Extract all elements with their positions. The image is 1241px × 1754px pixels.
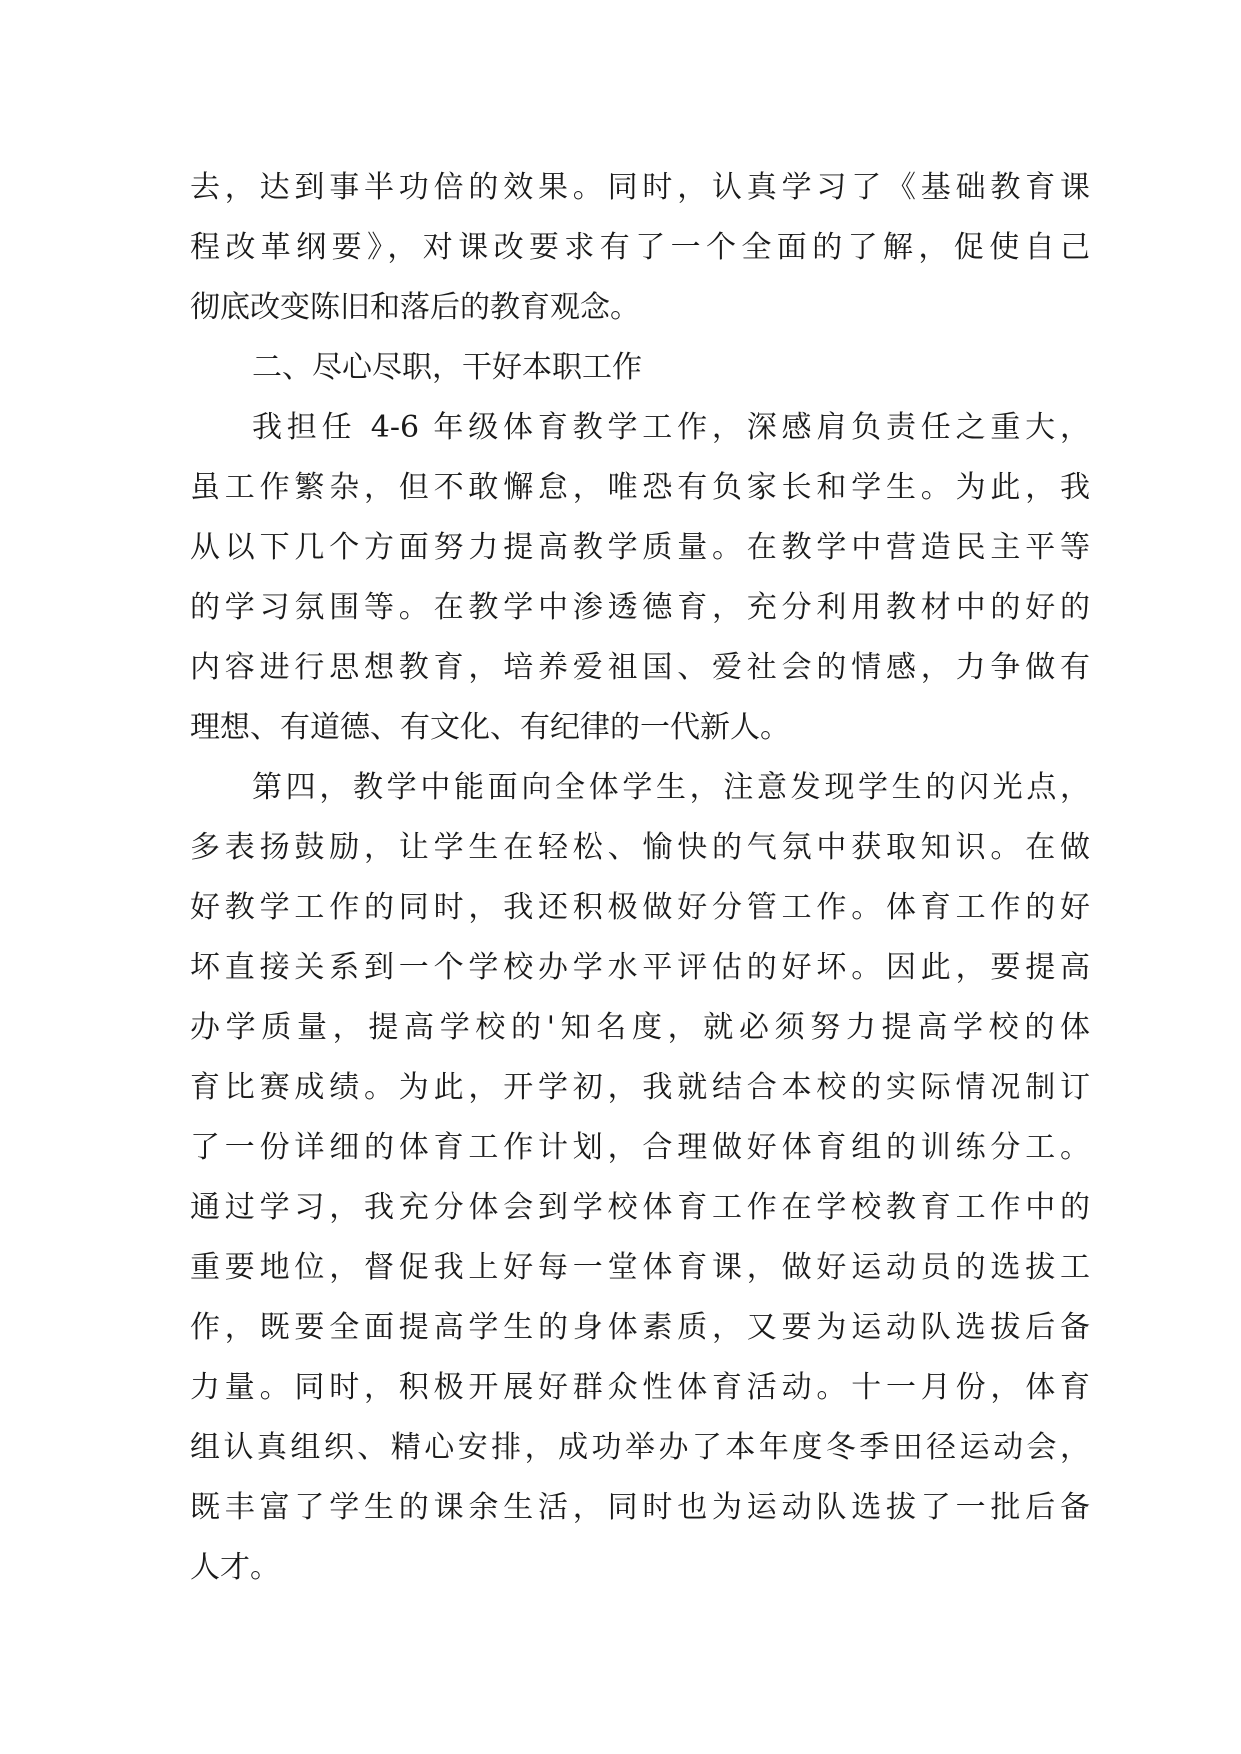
text-line: 坏直接关系到一个学校办学水平评估的好坏。因此，要提高 <box>190 950 1090 985</box>
text-line: 育比赛成绩。为此，开学初，我就结合本校的实际情况制订 <box>190 1070 1090 1105</box>
text-line: 虽工作繁杂，但不敢懈怠，唯恐有负家长和学生。为此，我 <box>190 470 1090 505</box>
section-heading: 二、尽心尽职，干好本职工作 <box>252 350 642 385</box>
text-line: 人才。 <box>190 1550 280 1585</box>
text-line: 既丰富了学生的课余生活，同时也为运动队选拔了一批后备 <box>190 1490 1090 1525</box>
text-line: 作，既要全面提高学生的身体素质，又要为运动队选拔后备 <box>190 1310 1090 1345</box>
text-line: 我担任 4-6 年级体育教学工作，深感肩负责任之重大， <box>252 410 1090 445</box>
text-line: 的学习氛围等。在教学中渗透德育，充分利用教材中的好的 <box>190 590 1090 625</box>
text-line: 了一份详细的体育工作计划，合理做好体育组的训练分工。 <box>190 1130 1090 1165</box>
text-line: 第四，教学中能面向全体学生，注意发现学生的闪光点， <box>252 770 1090 805</box>
text-line: 通过学习，我充分体会到学校体育工作在学校教育工作中的 <box>190 1190 1090 1225</box>
text-line: 从以下几个方面努力提高教学质量。在教学中营造民主平等 <box>190 530 1090 565</box>
text-line: 重要地位，督促我上好每一堂体育课，做好运动员的选拔工 <box>190 1250 1090 1285</box>
text-line: 程改革纲要》，对课改要求有了一个全面的了解，促使自己 <box>190 230 1090 265</box>
text-line: 力量。同时，积极开展好群众性体育活动。十一月份，体育 <box>190 1370 1090 1405</box>
text-line: 去，达到事半功倍的效果。同时，认真学习了《基础教育课 <box>190 170 1090 205</box>
document-body <box>190 158 1090 1598</box>
text-line: 好教学工作的同时，我还积极做好分管工作。体育工作的好 <box>190 890 1090 925</box>
text-line: 内容进行思想教育，培养爱祖国、爱社会的情感，力争做有 <box>190 650 1090 685</box>
text-line: 多表扬鼓励，让学生在轻松、愉快的气氛中获取知识。在做 <box>190 830 1090 865</box>
text-line: 办学质量，提高学校的'知名度，就必须努力提高学校的体 <box>190 1010 1090 1045</box>
text-line: 组认真组织、精心安排，成功举办了本年度冬季田径运动会， <box>190 1430 1090 1465</box>
text-line: 彻底改变陈旧和落后的教育观念。 <box>190 290 640 325</box>
text-line: 理想、有道德、有文化、有纪律的一代新人。 <box>190 710 790 745</box>
